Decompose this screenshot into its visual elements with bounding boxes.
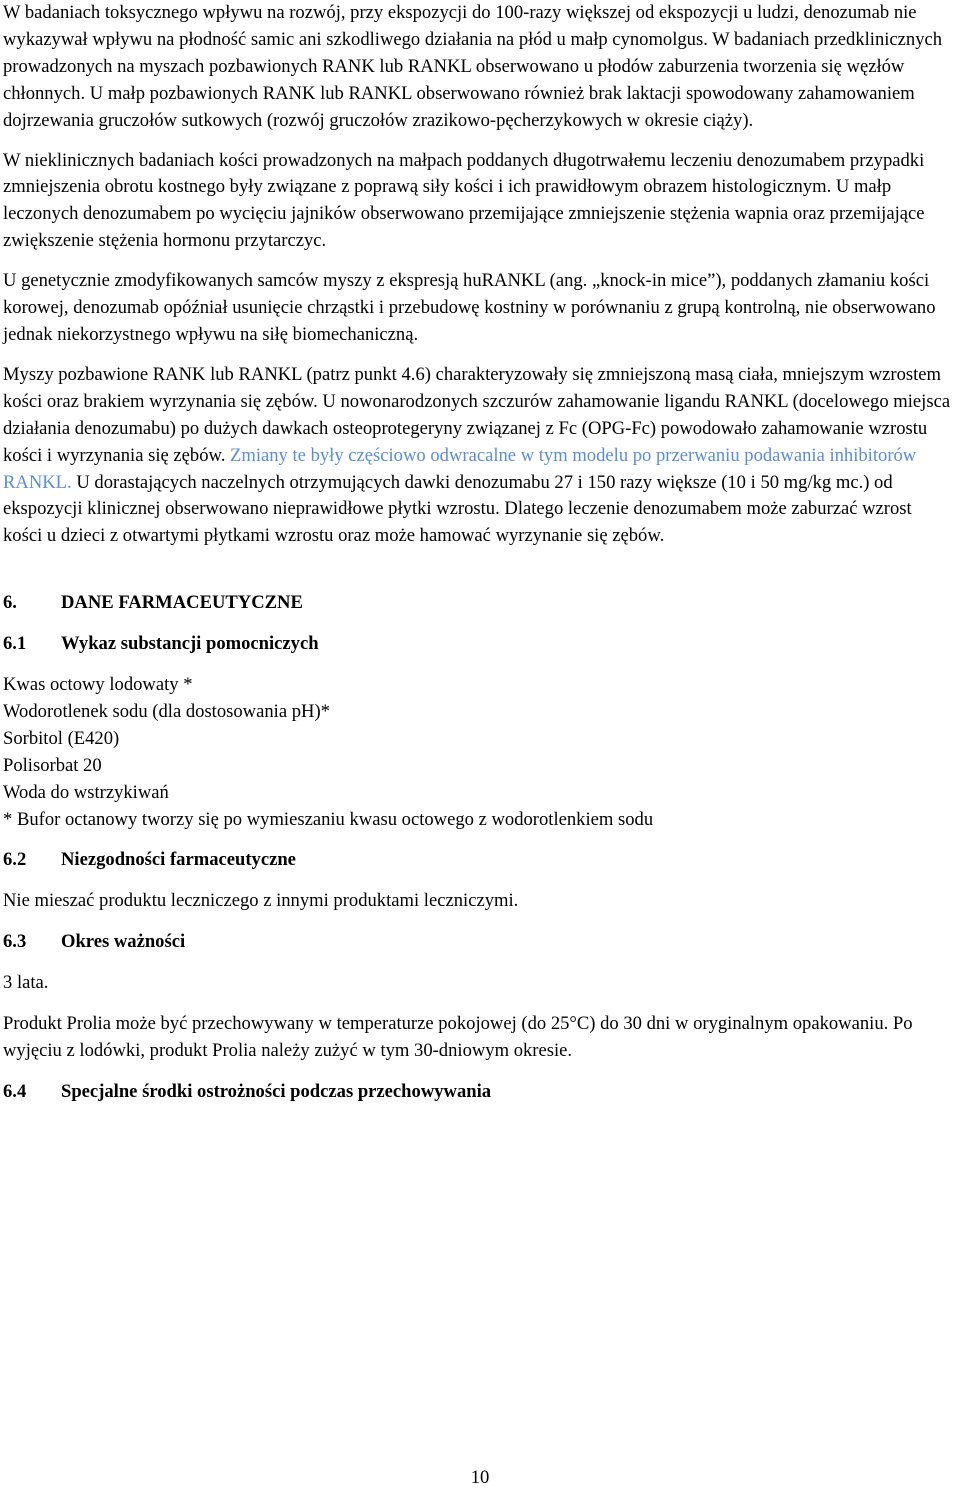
section-title: Specjalne środki ostrożności podczas przechowywania [61,1080,492,1102]
document-page [3,0,955,1106]
section-title: Wykaz substancji pomocniczych [61,633,319,655]
section-heading-6-2 [3,847,955,874]
section-heading-6-3 [3,929,955,956]
section-number: 6.2 [3,849,27,871]
paragraph-bone-studies: W nieklinicznych badaniach kości prowadzonych na małpach poddanych długotrwałemu leczeniu denozumabem przypadki zmniejszenia obrotu kostnego były związane z poprawą siły kości i ich prawidłowym obrazem histologicznym. U małp leczonych denozumabem po wycięciu jajników obserwowano przemijające zmniejszenie stężenia wapnia oraz przemijające zwiększenie stężenia hormonu przytarczyc. [3,149,925,252]
excipients-list [3,672,955,833]
section-heading-6 [3,590,955,617]
paragraph-text-part: U dorastających naczelnych otrzymujących dawki denozumabu 27 i 150 razy większe (10 i 50 mg/kg mc.) od ekspozycji klinicznej obserwowano nieprawidłowe płytki wzrostu. Dlatego leczenie denozumabem może zaburzać wzrost kości u dzieci z otwartymi płytkami wzrostu oraz może hamować wyrzynanie się zębów. [3,471,912,547]
paragraph-knock-in-mice: U genetycznie zmodyfikowanych samców myszy z ekspresją huRANKL (ang. „knock-in mice”), poddanych złamaniu kości korowej, denozumab opóźniał usunięcie chrząstki i przebudowę kostniny w porównaniu z grupą kontrolną, nie obserwowano jednak niekorzystnego wpływu na siłę biomechaniczną. [3,270,936,345]
section-number: 6.1 [3,633,27,655]
list-item: Kwas octowy lodowaty * [3,674,193,696]
highlighted-text: Zmiany te były częściowo odwracalne w tym modelu po przerwaniu podawania inhibitorów RANKL. [3,444,917,493]
incompatibilities-text: Nie mieszać produktu leczniczego z innymi produktami leczniczymi. [3,890,519,912]
section-title: Niezgodności farmaceutyczne [61,849,296,871]
list-item: Wodorotlenek sodu (dla dostosowania pH)* [3,700,330,722]
list-item: Sorbitol (E420) [3,727,120,749]
paragraph-text-part: Myszy pozbawione RANK lub RANKL (patrz punkt 4.6) charakteryzowały się zmniejszoną masą ciała, mniejszym wzrostem kości oraz brakiem wyrzynania się zębów. U nowonarodzonych szczurów zahamowanie ligandu RANKL (docelowego miejsca działania denozumabu) po dużych dawkach osteoprotegeryny związanej z Fc (OPG-Fc) powodowało zahamowanie wzrostu kości i wyrzynania się zębów. [3,363,951,466]
list-item: Polisorbat 20 [3,754,102,776]
section-title: Okres ważności [61,931,186,953]
paragraph-developmental-toxicity: W badaniach toksycznego wpływu na rozwój, przy ekspozycji do 100-razy większej od ekspozycji u ludzi, denozumab nie wykazywał wpływu na płodność samic ani szkodliwego działania na płód u małp cynomolgus. W badaniach przedklinicznych prowadzonych na myszach pozbawionych RANK lub RANKL obserwowano u płodów zaburzenia tworzenia się węzłów chłonnych. U małp pozbawionych RANK lub RANKL obserwowano również brak laktacji spowodowany zahamowaniem dojrzewania gruczołów sutkowych (rozwój gruczołów zrazikowo-pęcherzykowych w okresie ciąży). [3,2,943,131]
section-number: 6.4 [3,1080,27,1102]
section-title: DANE FARMACEUTYCZNE [61,592,303,614]
section-heading-6-4 [3,1079,955,1106]
paragraph-rank-deficient-mice [3,362,955,550]
shelf-life-text: Produkt Prolia może być przechowywany w temperaturze pokojowej (do 25°C) do 30 dni w oryginalnym opakowaniu. Po wyjęciu z lodówki, produkt Prolia należy zużyć w tym 30-dniowym okresie. [3,1013,913,1061]
section-number: 6.3 [3,931,27,953]
section-heading-6-1 [3,631,955,658]
section-number: 6. [3,592,17,614]
page-number: 10 [470,1467,490,1488]
shelf-life-duration: 3 lata. [3,972,49,994]
list-item-footnote: * Bufor octanowy tworzy się po wymieszaniu kwasu octowego z wodorotlenkiem sodu [3,808,654,830]
list-item: Woda do wstrzykiwań [3,781,169,803]
